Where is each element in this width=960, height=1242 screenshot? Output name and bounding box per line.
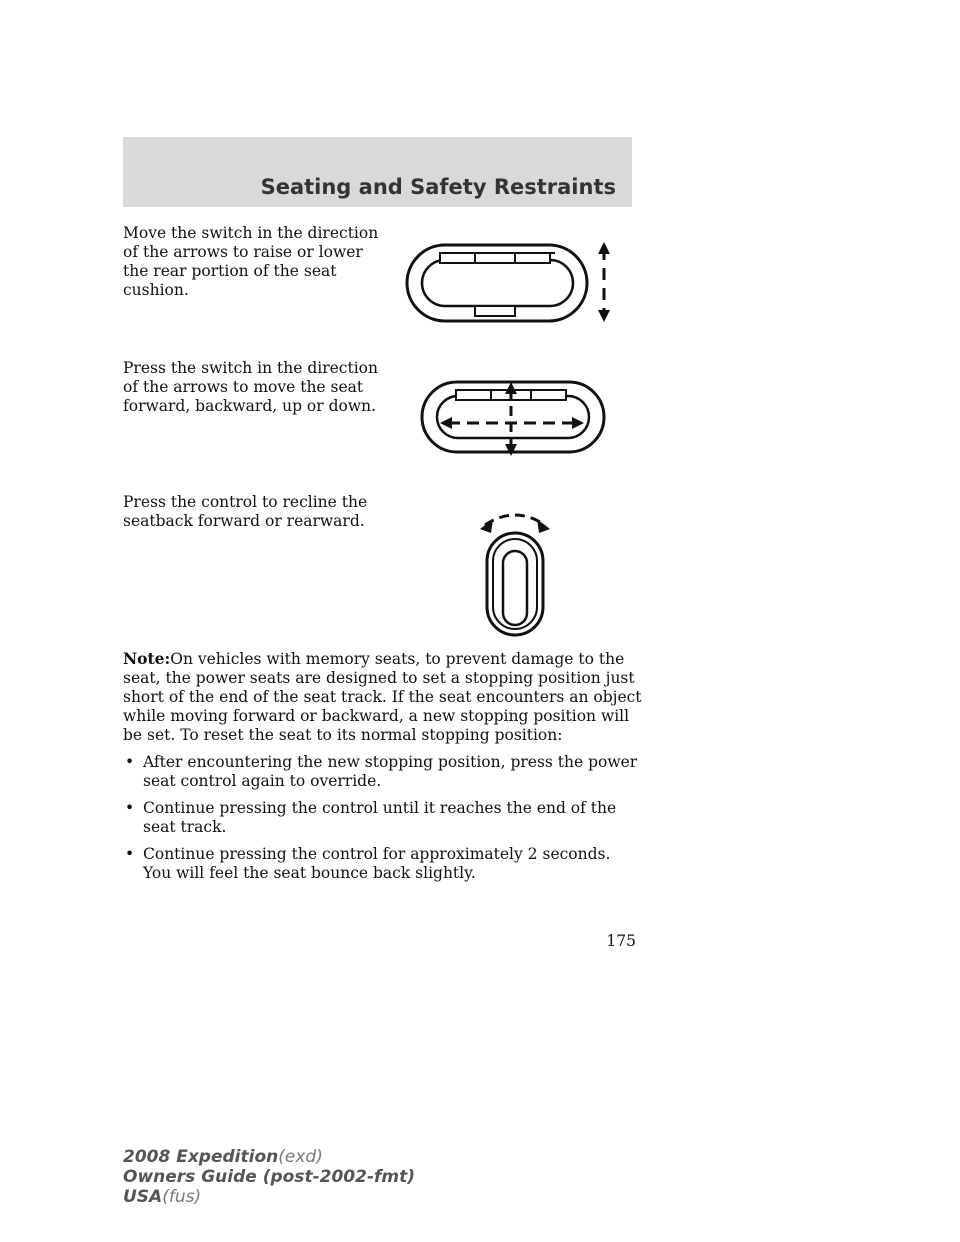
seat-position-instructions: Press the switch in the direction of the arrows to move the seat forward, backward, up or down. — [123, 359, 378, 415]
bullet-icon: • — [125, 845, 135, 863]
note-paragraph — [123, 649, 643, 745]
rear-cushion-switch-figure — [400, 238, 620, 328]
bullet-icon: • — [125, 753, 135, 771]
section-title: Seating and Safety Restraints — [260, 175, 616, 199]
footer-market-code: (fus) — [162, 1187, 202, 1207]
rear-cushion-instructions: Move the switch in the direction of the arrows to raise or lower the rear portion of the seat cushion. — [123, 224, 379, 299]
document-footer — [123, 1147, 415, 1207]
section-header-band — [123, 137, 632, 207]
recline-instructions: Press the control to recline the seatback forward or rearward. — [123, 493, 368, 530]
bullet-icon: • — [125, 799, 135, 817]
reset-steps-list — [123, 753, 643, 883]
list-item: • Continue pressing the control for approximately 2 seconds. You will feel the seat bounce back slightly. — [125, 845, 611, 882]
footer-guide: Owners Guide (post-2002-fmt) — [123, 1167, 416, 1187]
note-label: Note: — [123, 649, 171, 668]
note-text: On vehicles with memory seats, to prevent damage to the seat, the power seats are designed to set a stopping position just short of the end of the seat track. If the seat encounters an object while moving forward or backward, a new stopping position will be set. To reset the seat to its normal stopping position: — [123, 650, 642, 744]
footer-model-code: (exd) — [278, 1147, 323, 1167]
footer-market: USA — [123, 1187, 163, 1207]
page-number: 175 — [606, 932, 636, 950]
memory-seat-note — [123, 649, 643, 891]
list-item: • Continue pressing the control until it reaches the end of the seat track. — [125, 799, 617, 836]
seat-position-switch-figure — [418, 378, 608, 460]
list-item: • After encountering the new stopping position, press the power seat control again to override. — [125, 753, 638, 790]
recline-control-figure — [475, 503, 555, 639]
footer-model: 2008 Expedition — [123, 1147, 279, 1167]
